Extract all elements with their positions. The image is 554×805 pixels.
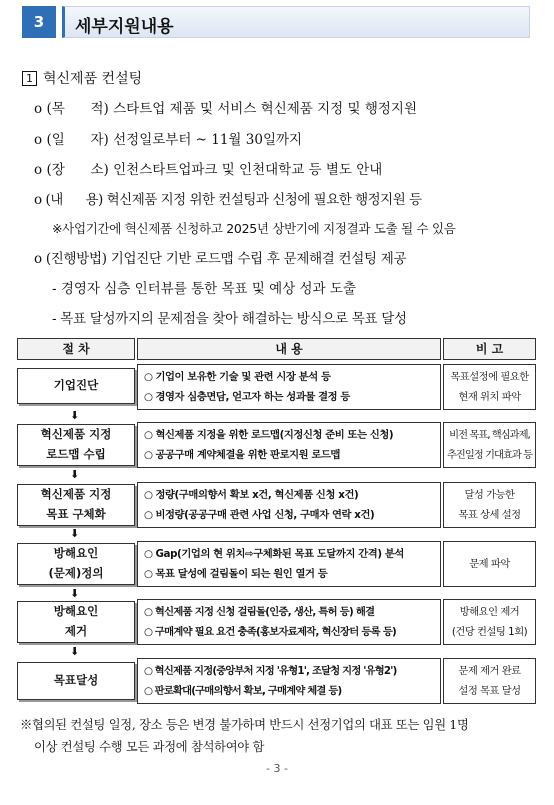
down-arrow-icon: ⬇ [70, 527, 80, 540]
step-cell: 방해요인 (문제)정의 [17, 543, 135, 585]
section-header [22, 6, 530, 38]
bullet: o [34, 192, 42, 208]
bullet: o [34, 132, 43, 148]
content-line: ○ 정량(구매의향서 확보 x건, 혁신제품 신청 x건) [144, 485, 434, 505]
item-method [34, 247, 406, 267]
section-title-box [62, 6, 530, 38]
item-label: (진행방법) [45, 251, 107, 267]
content-cell [137, 658, 441, 704]
note-cell: 방해요인 제거 (건당 컨설팅 1회) [443, 599, 536, 645]
down-arrow-icon: ⬇ [70, 587, 80, 600]
step-cell: 혁신제품 지정 로드맵 수립 [17, 424, 135, 466]
step-cell: 기업진단 [17, 368, 135, 404]
subsection-number: 1 [22, 71, 37, 86]
footnote-line: 이상 컨설팅 수행 모든 과정에 참석하여야 함 [34, 740, 265, 754]
content-line: ○ 목표 달성에 걸림돌이 되는 원인 열거 등 [144, 564, 434, 584]
note-cell: 목표설정에 필요한 현재 위치 파악 [443, 364, 536, 410]
content-line: ○ 공공구매 계약체결을 위한 판로지원 로드맵 [144, 445, 434, 465]
content-line: ○ 비정량(공공구매 관련 사업 신청, 구매자 연락 x건) [144, 505, 434, 525]
section-number-badge: 3 [22, 6, 56, 38]
step-cell: 방해요인 제거 [17, 601, 135, 643]
content-cell [137, 482, 441, 528]
table-header-note: 비 고 [443, 338, 536, 360]
table-header-step: 절 차 [17, 338, 135, 360]
item-text: 기업진단 기반 로드맵 수립 후 문제해결 컨설팅 제공 [110, 251, 407, 267]
item-text: 인천스타트업파크 및 인천대학교 등 별도 안내 [113, 162, 383, 178]
footnote-line: ※협의된 컨설팅 일정, 장소 등은 변경 불가하며 반드시 선정기업의 대표 또는 임원 1명 [20, 718, 469, 732]
bullet: o [34, 162, 43, 178]
footnote [20, 714, 540, 758]
note-cell: 달성 가능한 목표 상세 설정 [443, 482, 536, 528]
down-arrow-icon: ⬇ [70, 645, 80, 658]
content-cell [137, 541, 441, 587]
step-cell: 목표달성 [17, 662, 135, 700]
content-line: ○ 혁신제품 지정(중앙부처 지정 '유형1', 조달청 지정 '유형2') [144, 661, 434, 681]
down-arrow-icon: ⬇ [70, 468, 80, 481]
step-cell: 혁신제품 지정 목표 구체화 [17, 484, 135, 526]
content-line: ○ 혁신제품 지정 신청 걸림돌(인증, 생산, 특허 등) 해결 [144, 602, 434, 622]
content-line: ○ 경영자 심층면담, 얻고자 하는 성과물 결정 등 [144, 387, 434, 407]
sub-item: - 경영자 심층 인터뷰를 통한 목표 및 예상 성과 도출 [52, 281, 357, 297]
content-cell [137, 599, 441, 645]
item-text: 혁신제품 지정 위한 컨설팅과 신청에 필요한 행정지원 등 [106, 192, 422, 208]
down-arrow-icon: ⬇ [70, 409, 80, 422]
content-line: ○ 구매계약 필요 요건 충족(홍보자료제작, 혁신장터 등록 등) [144, 622, 434, 642]
content-line: ○ 판로확대(구매의향서 확보, 구매계약 체결 등) [144, 681, 434, 701]
content-line: ○ Gap(기업의 현 위치⇨구체화된 목표 도달까지 간격) 분석 [144, 544, 434, 564]
item-label: (일 자) [46, 132, 109, 148]
sub-item: - 목표 달성까지의 문제점을 찾아 해결하는 방식으로 목표 달성 [52, 311, 407, 327]
schedule-note: ※사업기간에 혁신제품 신청하고 2025년 상반기에 지정결과 도출 될 수 있음 [52, 221, 456, 236]
table-header-content: 내 용 [137, 338, 441, 360]
item-text: 선정일로부터 ~ 11월 30일까지 [113, 132, 303, 148]
content-line: ○ 기업이 보유한 기술 및 관련 시장 분석 등 [144, 367, 434, 387]
item-place [34, 158, 382, 178]
item-content [34, 188, 422, 208]
item-label: (장 소) [46, 162, 109, 178]
note-cell: 문제 파악 [443, 541, 536, 587]
item-text: 스타트업 제품 및 서비스 혁신제품 지정 및 행정지원 [113, 101, 418, 117]
note-cell: 비전 목표, 핵심과제, 추진일정 기대효과 등 [443, 422, 536, 468]
content-cell [137, 364, 441, 410]
item-purpose [34, 97, 417, 117]
item-date [34, 128, 302, 148]
note-cell: 문제 제거 완료 설정 목표 달성 [443, 658, 536, 704]
content-line: ○ 혁신제품 지정을 위한 로드맵(지정신청 준비 또는 신청) [144, 425, 434, 445]
bullet: o [34, 251, 42, 267]
item-label: (내 용) [45, 192, 103, 208]
page-number: - 3 - [266, 762, 288, 775]
content-cell [137, 422, 441, 468]
item-label: (목 적) [46, 101, 109, 117]
section-header-title: 세부지원내용 [75, 17, 174, 37]
subsection-title-text: 혁신제품 컨설팅 [43, 71, 143, 87]
subsection-title [22, 68, 142, 88]
bullet: o [34, 101, 43, 117]
